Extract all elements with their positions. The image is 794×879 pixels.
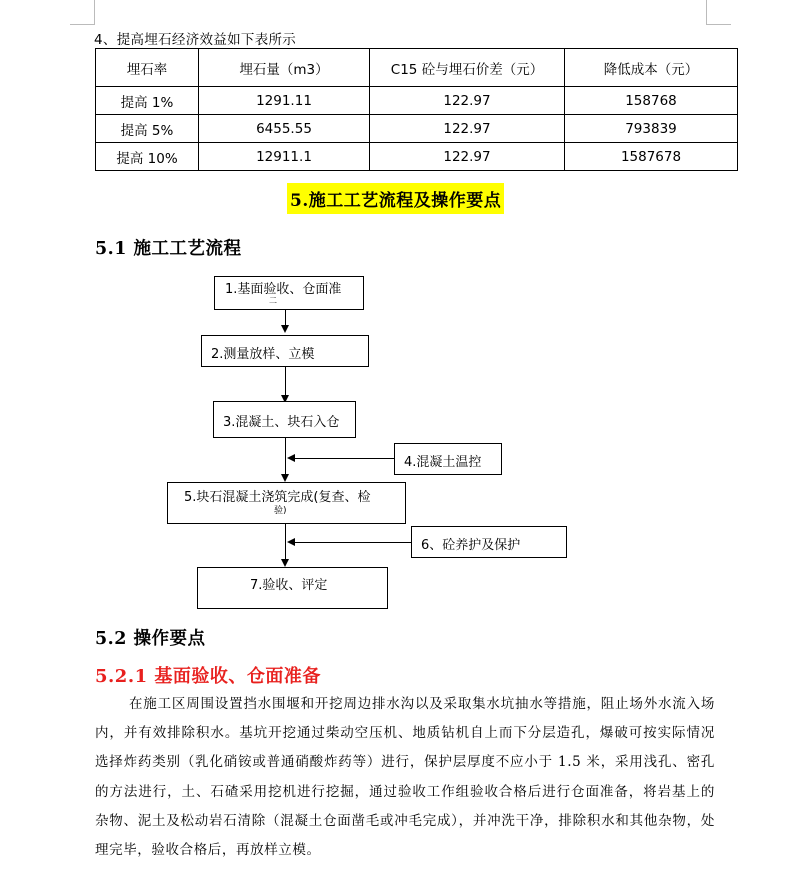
connector [285,367,286,396]
table-cell: 提高 10% [96,143,199,171]
flow-step-7-label: 7.验收、评定 [250,578,328,593]
heading-base-acceptance: 5.2.1 基面验收、仓面准备 [95,666,321,687]
flow-step-7 [197,567,388,609]
flow-step-5-label-wrap: 验) [274,506,287,516]
flow-step-1-label-wrap: 二 [269,296,277,305]
table-cell: 提高 1% [96,87,199,115]
flow-step-4 [394,443,502,475]
table-cell: 122.97 [370,87,565,115]
table-cell: 提高 5% [96,115,199,143]
flow-step-5-label: 5.块石混凝土浇筑完成(复查、检 [184,490,371,505]
table-header-cell: 降低成本（元） [565,49,738,87]
table-header-cell: C15 砼与埋石价差（元） [370,49,565,87]
crop-mark-right-v [706,0,707,24]
table-row [96,115,738,143]
arrow-left-icon [287,454,295,462]
flow-step-1-label: 1.基面验收、仓面准 [225,282,342,297]
arrow-down-icon [281,325,289,333]
table-row [96,87,738,115]
flow-step-3-label: 3.混凝土、块石入仓 [223,415,340,430]
table-cell: 6455.55 [199,115,370,143]
table-header-cell: 埋石量（m3） [199,49,370,87]
table-cell: 122.97 [370,115,565,143]
arrow-down-icon [281,474,289,482]
arrow-left-icon [287,538,295,546]
flow-step-4-label: 4.混凝土温控 [404,455,482,470]
connector [285,524,286,561]
flow-step-2-label: 2.测量放样、立模 [211,347,315,362]
flow-step-5 [167,482,406,524]
table-header-cell: 埋石率 [96,49,199,87]
intro-text: 4、提高埋石经济效益如下表所示 [94,32,297,48]
flow-step-6-label: 6、砼养护及保护 [421,538,521,553]
crop-mark-left-v [94,0,95,24]
table-cell: 793839 [565,115,738,143]
crop-mark-left-h [70,24,95,25]
heading-flow: 5.1 施工工艺流程 [95,239,242,259]
connector [285,438,286,476]
flow-step-2 [201,335,369,367]
table-header-row [96,49,738,87]
table-cell: 1587678 [565,143,738,171]
flow-step-1 [214,276,364,310]
table-cell: 1291.11 [199,87,370,115]
connector [295,542,411,543]
flow-step-6 [411,526,567,558]
table-cell: 12911.1 [199,143,370,171]
body-paragraph: 在施工区周围设置挡水围堰和开挖周边排水沟以及采取集水坑抽水等措施，阻止场外水流入场内，并有效排除积水。基坑开挖通过柴动空压机、地质钻机自上而下分层造孔，爆破可按实际情况选择炸药类别（乳化硝铵或普通硝酸炸药等）进行，保护层厚度不应小于 1.5 米，采用浅孔、密孔的方法进行，土、石碴采用挖机进行挖掘，通过验收工作组验收合格后进行仓面准备，将岩基上的杂物、泥土及松动岩石清除（混凝土仓面凿毛或冲毛完成），并冲洗干净，排除积水和其他杂物，处理完毕，验收合格后，再放样立模。 [95,696,715,859]
section-title: 5.施工工艺流程及操作要点 [287,183,504,214]
economic-benefit-table [95,48,738,171]
flow-step-3 [213,401,356,438]
heading-operations: 5.2 操作要点 [95,629,206,649]
table-row [96,143,738,171]
table-cell: 158768 [565,87,738,115]
connector [294,458,394,459]
crop-mark-right-h [706,24,731,25]
arrow-down-icon [281,559,289,567]
table-cell: 122.97 [370,143,565,171]
